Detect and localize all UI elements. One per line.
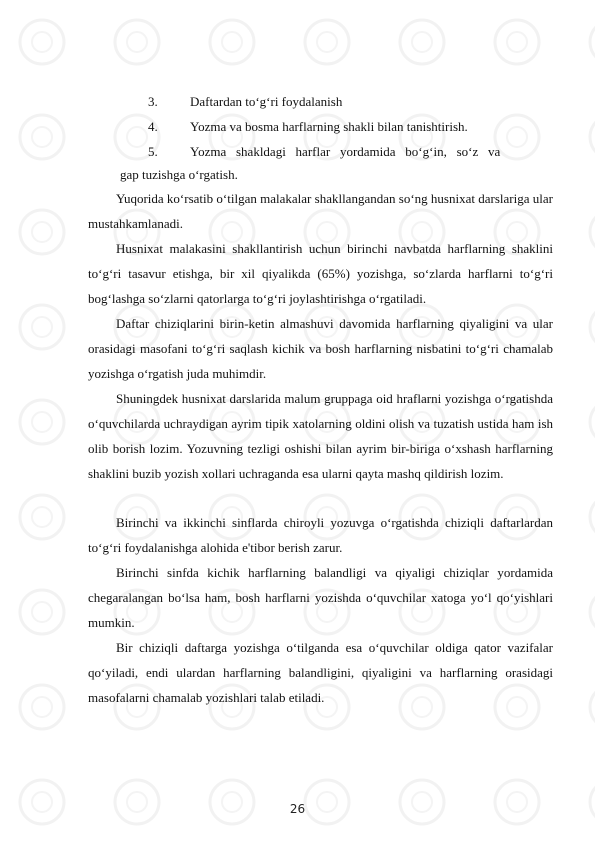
list-continuation: gap tuzishga o‘rgatish. [120, 167, 238, 182]
list-text: Yozma shakldagi harflar yordamida bo‘g‘in, so‘z va [190, 144, 501, 159]
paragraph: Husnixat malakasini shakllantirish uchun birinchi navbatda harflarning shaklini to‘g‘ri tasavur etishga, bir xil qiyalikda (65%) yozishga, so‘zlarda harflarni to‘g‘ri bog‘lashga so‘zlarni qatorlarga to‘g‘ri joylashtirishga o‘rgatiladi. [88, 241, 553, 306]
paragraph: Shuningdek husnixat darslarida malum gruppaga oid hraflarni yozishga o‘rgatishda o‘quvchilarda uchraydigan ayrim tipik xatolarning oldini olish va tuzatish ustida ham ish olib borish lozim. Yozuvning tezligi oshishi bilan ayrim bir-biriga o‘xshash harflarning shaklini buzib yozish xollari uchraganda esa ularni qayta mashq qildirish lozim. [88, 391, 553, 481]
paragraph: Birinchi sinfda kichik harflarning balandligi va qiyaligi chiziqlar yordamida chegaralangan bo‘lsa ham, bosh harflarni yozishda o‘quvchilar xatoga yo‘l qo‘yishlari mumkin. [88, 565, 553, 630]
paragraph: Bir chiziqli daftarga yozishga o‘tilganda esa o‘quvchilar oldiga qator vazifalar qo‘yiladi, endi ulardan harflarning balandligini, qiyaligini va harflarning orasidagi masofalarni chamalab yozishlari talab etiladi. [88, 640, 553, 705]
paragraph: Birinchi va ikkinchi sinflarda chiroyli yozuvga o‘rgatishda chiziqli daftarlardan to‘g‘ri foydalanishga alohida e'tibor berish zarur. [88, 515, 553, 555]
page-number: 26 [289, 802, 306, 816]
list-text: Daftardan to‘g‘ri foydalanish [190, 94, 343, 109]
list-number: 4. [148, 119, 158, 134]
list-text: Yozma va bosma harflarning shakli bilan tanishtirish. [190, 119, 468, 134]
paragraph: Daftar chiziqlarini birin-ketin almashuvi davomida harflarning qiyaligini va ular orasidagi masofani to‘g‘ri saqlash kichik va bosh harflarning nisbatini to‘g‘ri chamalab yozishga o‘rgatish juda muhimdir. [88, 316, 553, 381]
paragraph: Yuqorida ko‘rsatib o‘tilgan malakalar shakllangandan so‘ng husnixat darslariga ular mustahkamlanadi. [88, 191, 553, 231]
list-number: 5. [148, 144, 158, 159]
list-number: 3. [148, 94, 158, 109]
